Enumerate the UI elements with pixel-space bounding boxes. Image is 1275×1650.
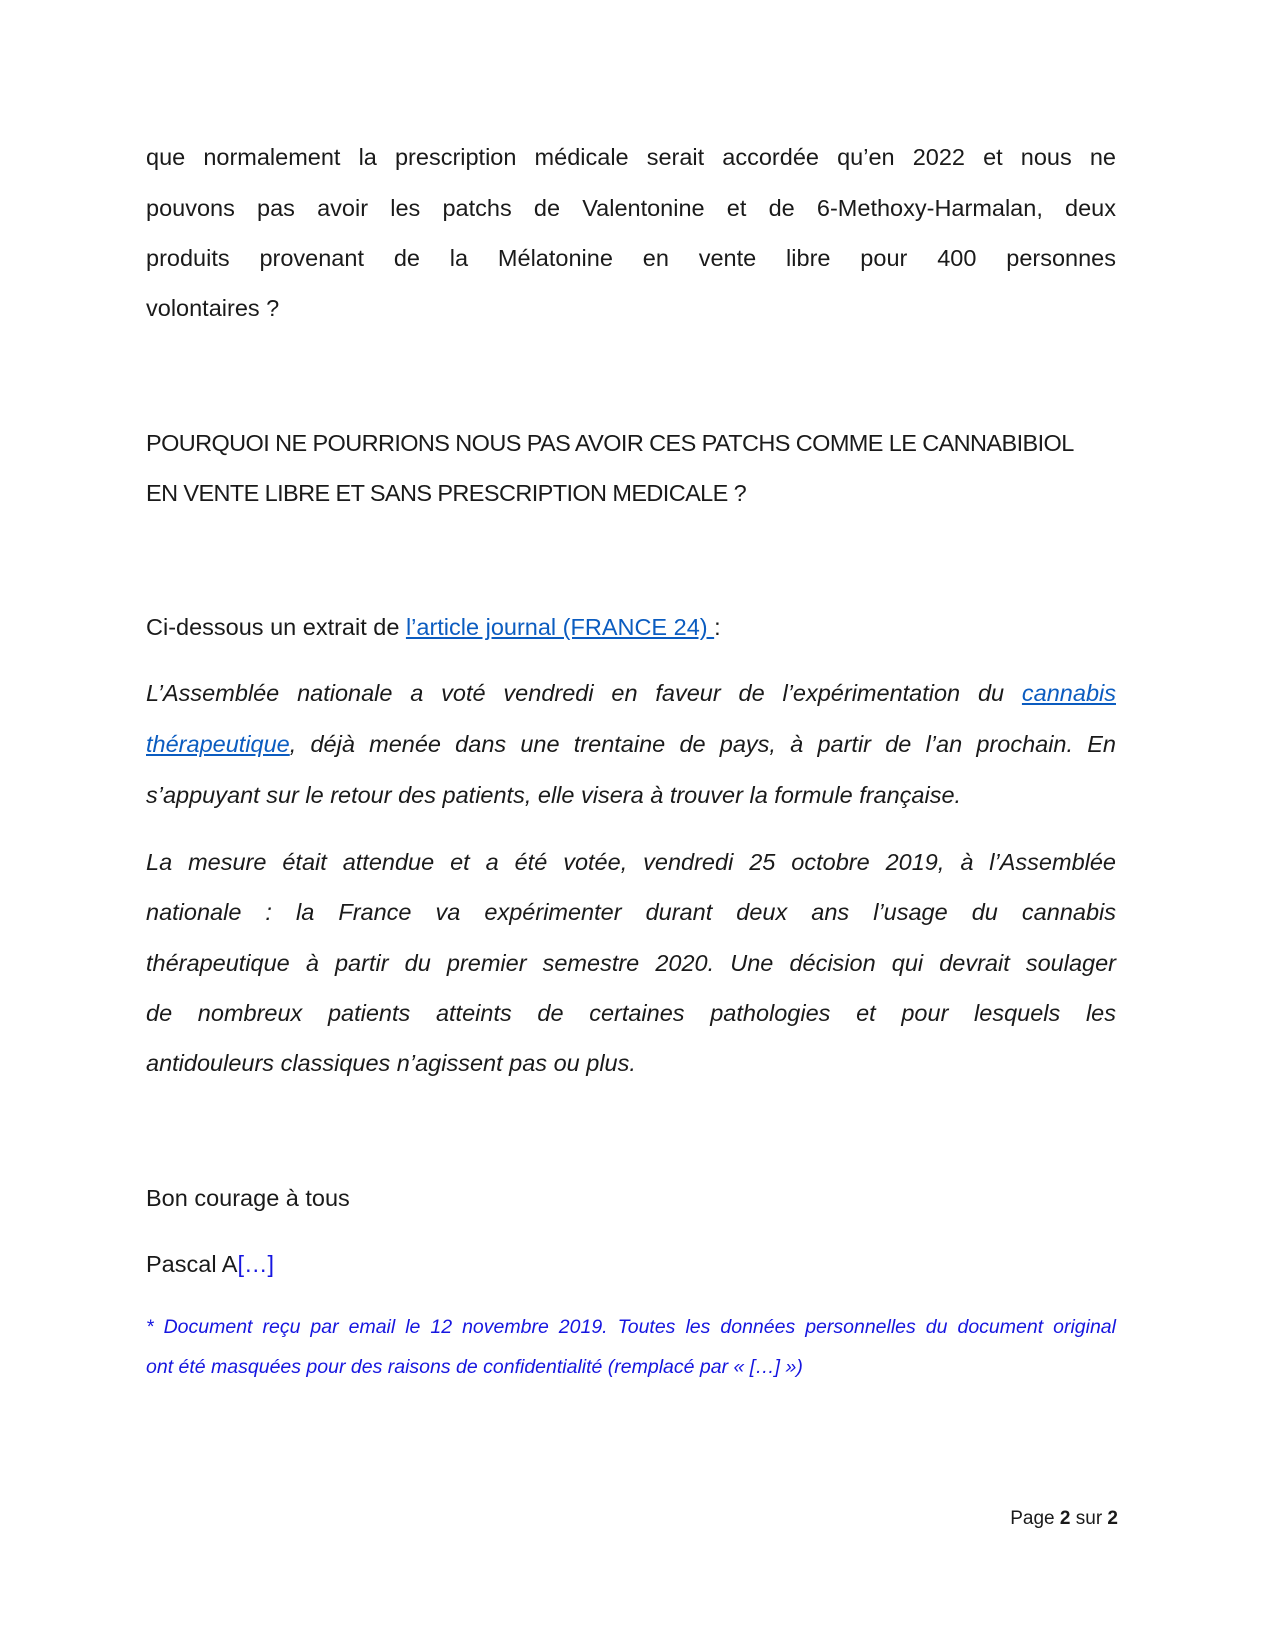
extract-intro-prefix: Ci-dessous un extrait de — [146, 614, 406, 640]
signature-name: Pascal A — [146, 1251, 238, 1277]
paragraph-line: produits provenant de la Mélatonine en vente libre pour 400 personnes — [146, 245, 1116, 271]
quote2-line: thérapeutique à partir du premier semestre 2020. Une décision qui devrait soulager — [146, 950, 1116, 976]
quote1-line-3: s’appuyant sur le retour des patients, elle visera à trouver la formule française. — [146, 782, 962, 808]
quote1-prefix: L’Assemblée nationale a voté vendredi en faveur de l’expérimentation du — [146, 680, 1022, 706]
quote1-suffix: , déjà menée dans une trentaine de pays, à partir de l’an prochain. En — [289, 731, 1116, 757]
page-current: 2 — [1059, 1508, 1071, 1529]
signature-redacted: […] — [237, 1251, 275, 1277]
question-line: EN VENTE LIBRE ET SANS PRESCRIPTION MEDICALE ? — [146, 480, 747, 506]
quote1-line-2 — [146, 729, 1116, 759]
paragraph-line: que normalement la prescription médicale serait accordée qu’en 2022 et nous ne — [146, 144, 1116, 170]
paragraph-line: pouvons pas avoir les patchs de Valentonine et de 6-Methoxy-Harmalan, deux — [146, 195, 1116, 221]
extract-intro — [146, 612, 1116, 642]
page-total: 2 — [1107, 1508, 1118, 1529]
extract-intro-suffix: : — [714, 614, 721, 640]
cannabis-link-part1[interactable]: cannabis — [1021, 680, 1116, 706]
closing-greeting: Bon courage à tous — [146, 1185, 350, 1211]
quote2-line: nationale : la France va expérimenter durant deux ans l’usage du cannabis — [146, 899, 1116, 925]
note-line: * Document reçu par email le 12 novembre 2019. Toutes les données personnelles du document original — [146, 1316, 1116, 1338]
page-of-label: sur — [1070, 1508, 1108, 1529]
quote2-line: antidouleurs classiques n’agissent pas ou plus. — [146, 1050, 636, 1076]
paragraph-line: volontaires ? — [146, 295, 280, 321]
quote2-line: de nombreux patients atteints de certaines pathologies et pour lesquels les — [146, 1000, 1116, 1026]
quote1-line-1 — [146, 678, 1116, 708]
question-line: POURQUOI NE POURRIONS NOUS PAS AVOIR CES PATCHS COMME LE CANNABIBIOL — [146, 430, 1074, 456]
cannabis-link-part2[interactable]: thérapeutique — [146, 731, 290, 757]
note-line: ont été masquées pour des raisons de confidentialité (remplacé par « […] ») — [146, 1356, 803, 1378]
page-label: Page — [1010, 1508, 1060, 1529]
page-number — [1010, 1508, 1118, 1530]
article-link[interactable]: l’article journal (FRANCE 24) — [405, 614, 715, 640]
signature — [146, 1249, 1116, 1279]
quote2-line: La mesure était attendue et a été votée, vendredi 25 octobre 2019, à l’Assemblée — [146, 849, 1116, 875]
